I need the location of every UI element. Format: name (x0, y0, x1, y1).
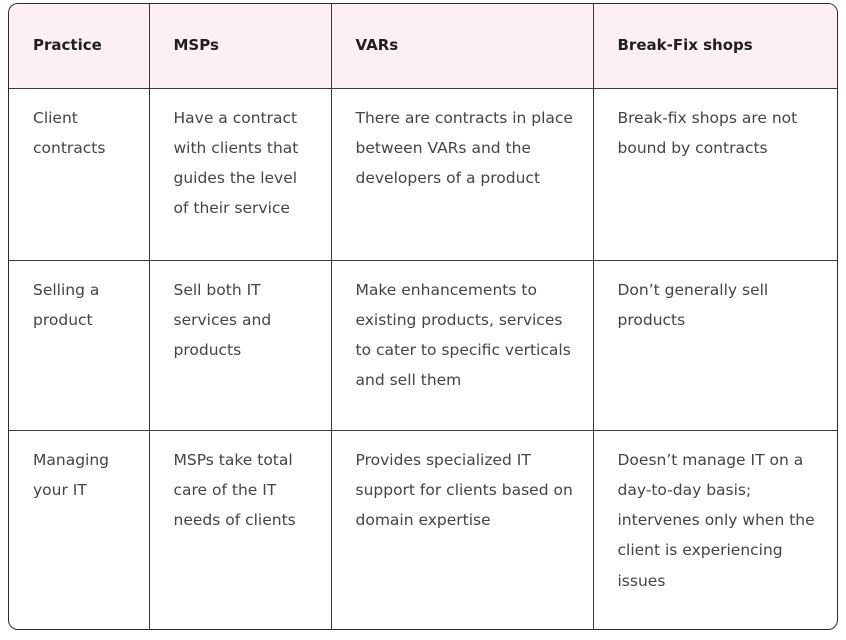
header-practice: Practice (9, 4, 149, 88)
header-row (9, 4, 837, 88)
header-break-fix-shops: Break-Fix shops (593, 4, 837, 88)
cell-break-fix: Don’t generally sell products (593, 260, 837, 430)
cell-practice: Managing your IT (9, 430, 149, 630)
cell-vars: Make enhancements to existing products, services to cater to specific verticals and sell them (331, 260, 593, 430)
table-body (9, 88, 837, 630)
header-msps: MSPs (149, 4, 331, 88)
cell-break-fix: Break-fix shops are not bound by contracts (593, 88, 837, 260)
table-header (9, 4, 837, 88)
table-row (9, 260, 837, 430)
cell-msps: Sell both IT services and products (149, 260, 331, 430)
cell-msps: MSPs take total care of the IT needs of clients (149, 430, 331, 630)
cell-vars: There are contracts in place between VARs and the developers of a product (331, 88, 593, 260)
table-row (9, 430, 837, 630)
cell-vars: Provides specialized IT support for clients based on domain expertise (331, 430, 593, 630)
cell-msps: Have a contract with clients that guides the level of their service (149, 88, 331, 260)
table-row (9, 88, 837, 260)
cell-practice: Selling a product (9, 260, 149, 430)
comparison-table-container (8, 3, 838, 630)
cell-practice: Client contracts (9, 88, 149, 260)
header-vars: VARs (331, 4, 593, 88)
comparison-table (9, 4, 837, 630)
cell-break-fix: Doesn’t manage IT on a day-to-day basis; intervenes only when the client is experiencing issues (593, 430, 837, 630)
